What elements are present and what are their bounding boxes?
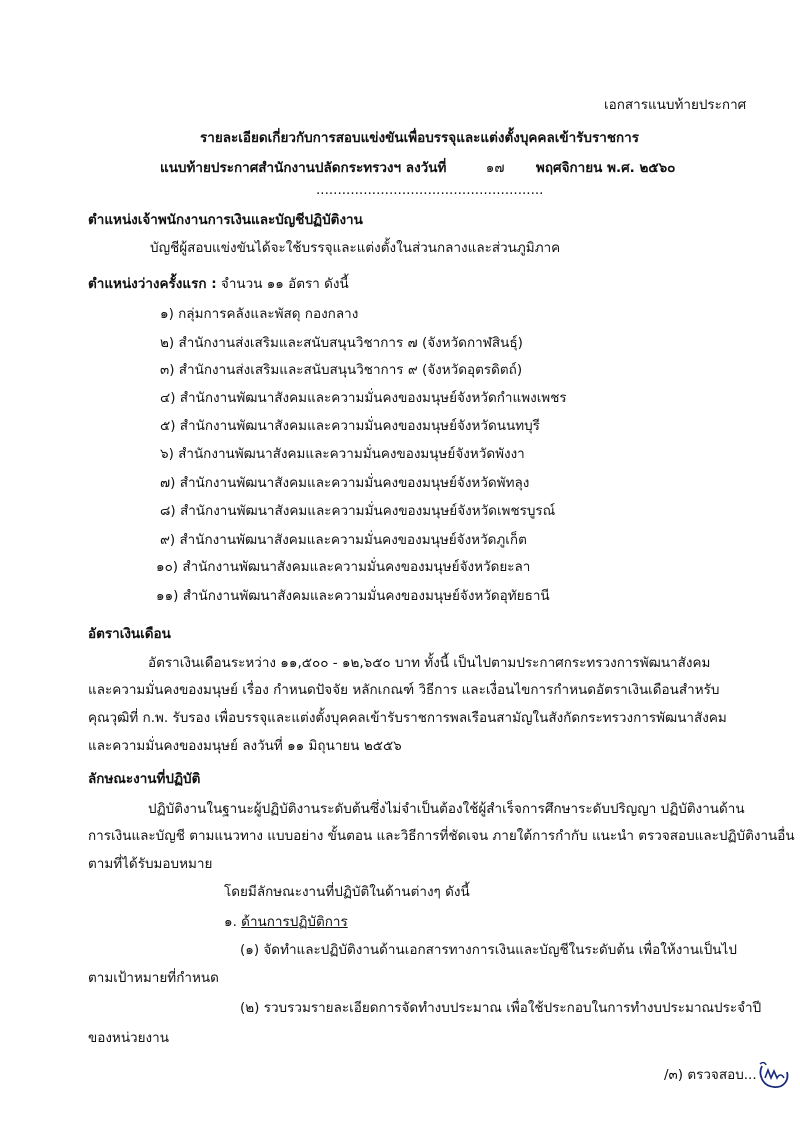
position-usage-note: บัญชีผู้สอบแข่งขันได้จะใช้บรรจุและแต่งตั้งในส่วนกลางและส่วนภูมิภาค	[150, 240, 561, 256]
vacancy-item: ๑๑) สำนักงานพัฒนาสังคมและความมั่นคงของมนุษย์จังหวัดอุทัยธานี	[156, 588, 550, 604]
duty-item-1-line-2: ตามเป้าหมายที่กำหนด	[88, 970, 219, 986]
duty-item-1-line-1: (๑) จัดทำและปฏิบัติงานด้านเอกสารทางการเงินและบัญชีในระดับต้น เพื่อให้งานเป็นไป	[240, 942, 737, 958]
salary-line: และความมั่นคงของมนุษย์ ลงวันที่ ๑๑ มิถุนายน ๒๕๕๖	[88, 738, 402, 754]
vacancy-item: ๑) กลุ่มการคลังและพัสดุ กองกลาง	[160, 306, 359, 322]
document-label: เอกสารแนบท้ายประกาศ	[604, 97, 747, 113]
document-title-line-1: รายละเอียดเกี่ยวกับการสอบแข่งขันเพื่อบรรจุและแต่งตั้งบุคคลเข้ารับราชการ	[200, 130, 639, 146]
salary-line: และความมั่นคงของมนุษย์ เรื่อง กำหนดปัจจัย หลักเกณฑ์ วิธีการ และเงื่อนไขการกำหนดอัตราเงินเดือนสำหรับ	[88, 682, 720, 698]
salary-line: คุณวุฒิที่ ก.พ. รับรอง เพื่อบรรจุและแต่งตั้งบุคคลเข้ารับราชการพลเรือนสามัญในสังกัดกระทรวงการพัฒนาสังคม	[88, 710, 727, 726]
vacancy-item: ๘) สำนักงานพัฒนาสังคมและความมั่นคงของมนุษย์จังหวัดเพชรบูรณ์	[160, 503, 556, 519]
continuation-marker: /๓) ตรวจสอบ...	[664, 1067, 757, 1083]
section-title: ด้านการปฏิบัติการ	[241, 914, 348, 930]
vacancy-item: ๑๐) สำนักงานพัฒนาสังคมและความมั่นคงของมนุษย์จังหวัดยะลา	[156, 559, 531, 575]
salary-line: อัตราเงินเดือนระหว่าง ๑๑,๕๐๐ - ๑๒,๖๕๐ บาท ทั้งนี้ เป็นไปตามประกาศกระทรวงการพัฒนาสังคม	[148, 655, 711, 671]
vacancies-line	[88, 274, 349, 294]
vacancy-item: ๕) สำนักงานพัฒนาสังคมและความมั่นคงของมนุษย์จังหวัดนนทบุรี	[160, 418, 540, 434]
position-heading: ตำแหน่งเจ้าพนักงานการเงินและบัญชีปฏิบัติงาน	[88, 212, 363, 228]
duty-item-2-line-2: ของหน่วยงาน	[88, 1030, 169, 1046]
vacancy-item: ๗) สำนักงานพัฒนาสังคมและความมั่นคงของมนุษย์จังหวัดพัทลุง	[160, 475, 530, 491]
vacancy-item: ๔) สำนักงานพัฒนาสังคมและความมั่นคงของมนุษย์จังหวัดกำแพงเพชร	[160, 390, 567, 406]
duties-section-1	[224, 912, 348, 932]
document-title-line-2	[160, 158, 675, 178]
duties-intro: โดยมีลักษณะงานที่ปฏิบัติในด้านต่างๆ ดังนี้	[224, 884, 470, 900]
title-prefix: แนบท้ายประกาศสำนักงานปลัดกระทรวงฯ ลงวันที่	[160, 160, 447, 176]
duties-line: ปฏิบัติงานในฐานะผู้ปฏิบัติงานระดับต้นซึ่งไม่จำเป็นต้องใช้ผู้สำเร็จการศึกษาระดับปริญญา ปฏิบัติงานด้าน	[148, 801, 745, 817]
vacancy-item: ๖) สำนักงานพัฒนาสังคมและความมั่นคงของมนุษย์จังหวัดพังงา	[160, 446, 525, 462]
separator-dots: .....................................................	[316, 182, 544, 198]
vacancies-count: จำนวน ๑๑ อัตรา ดังนี้	[220, 276, 349, 292]
duties-heading: ลักษณะงานที่ปฏิบัติ	[88, 771, 201, 787]
title-day: ๑๗	[485, 160, 505, 176]
vacancy-item: ๒) สำนักงานส่งเสริมและสนับสนุนวิชาการ ๗ (จังหวัดกาฬสินธุ์)	[160, 335, 523, 351]
duty-item-2-line-1: (๒) รวบรวมรายละเอียดการจัดทำงบประมาณ เพื่อใช้ประกอบในการทำงบประมาณประจำปี	[240, 1000, 762, 1016]
salary-heading: อัตราเงินเดือน	[88, 626, 171, 642]
vacancies-heading: ตำแหน่งว่างครั้งแรก :	[88, 276, 217, 292]
vacancy-item: ๙) สำนักงานพัฒนาสังคมและความมั่นคงของมนุษย์จังหวัดภูเก็ต	[160, 532, 527, 548]
title-month-year: พฤศจิกายน พ.ศ. ๒๕๖๐	[535, 160, 676, 176]
duties-line: ตามที่ได้รับมอบหมาย	[88, 856, 213, 872]
initials-signature-icon	[756, 1056, 792, 1092]
section-number: ๑.	[224, 914, 237, 930]
duties-line: การเงินและบัญชี ตามแนวทาง แบบอย่าง ขั้นตอน และวิธีการที่ชัดเจน ภายใต้การกำกับ แนะนำ ตรวจสอบและปฏิบัติงานอื่น	[88, 828, 795, 844]
vacancy-item: ๓) สำนักงานส่งเสริมและสนับสนุนวิชาการ ๙ (จังหวัดอุตรดิตถ์)	[160, 362, 523, 378]
